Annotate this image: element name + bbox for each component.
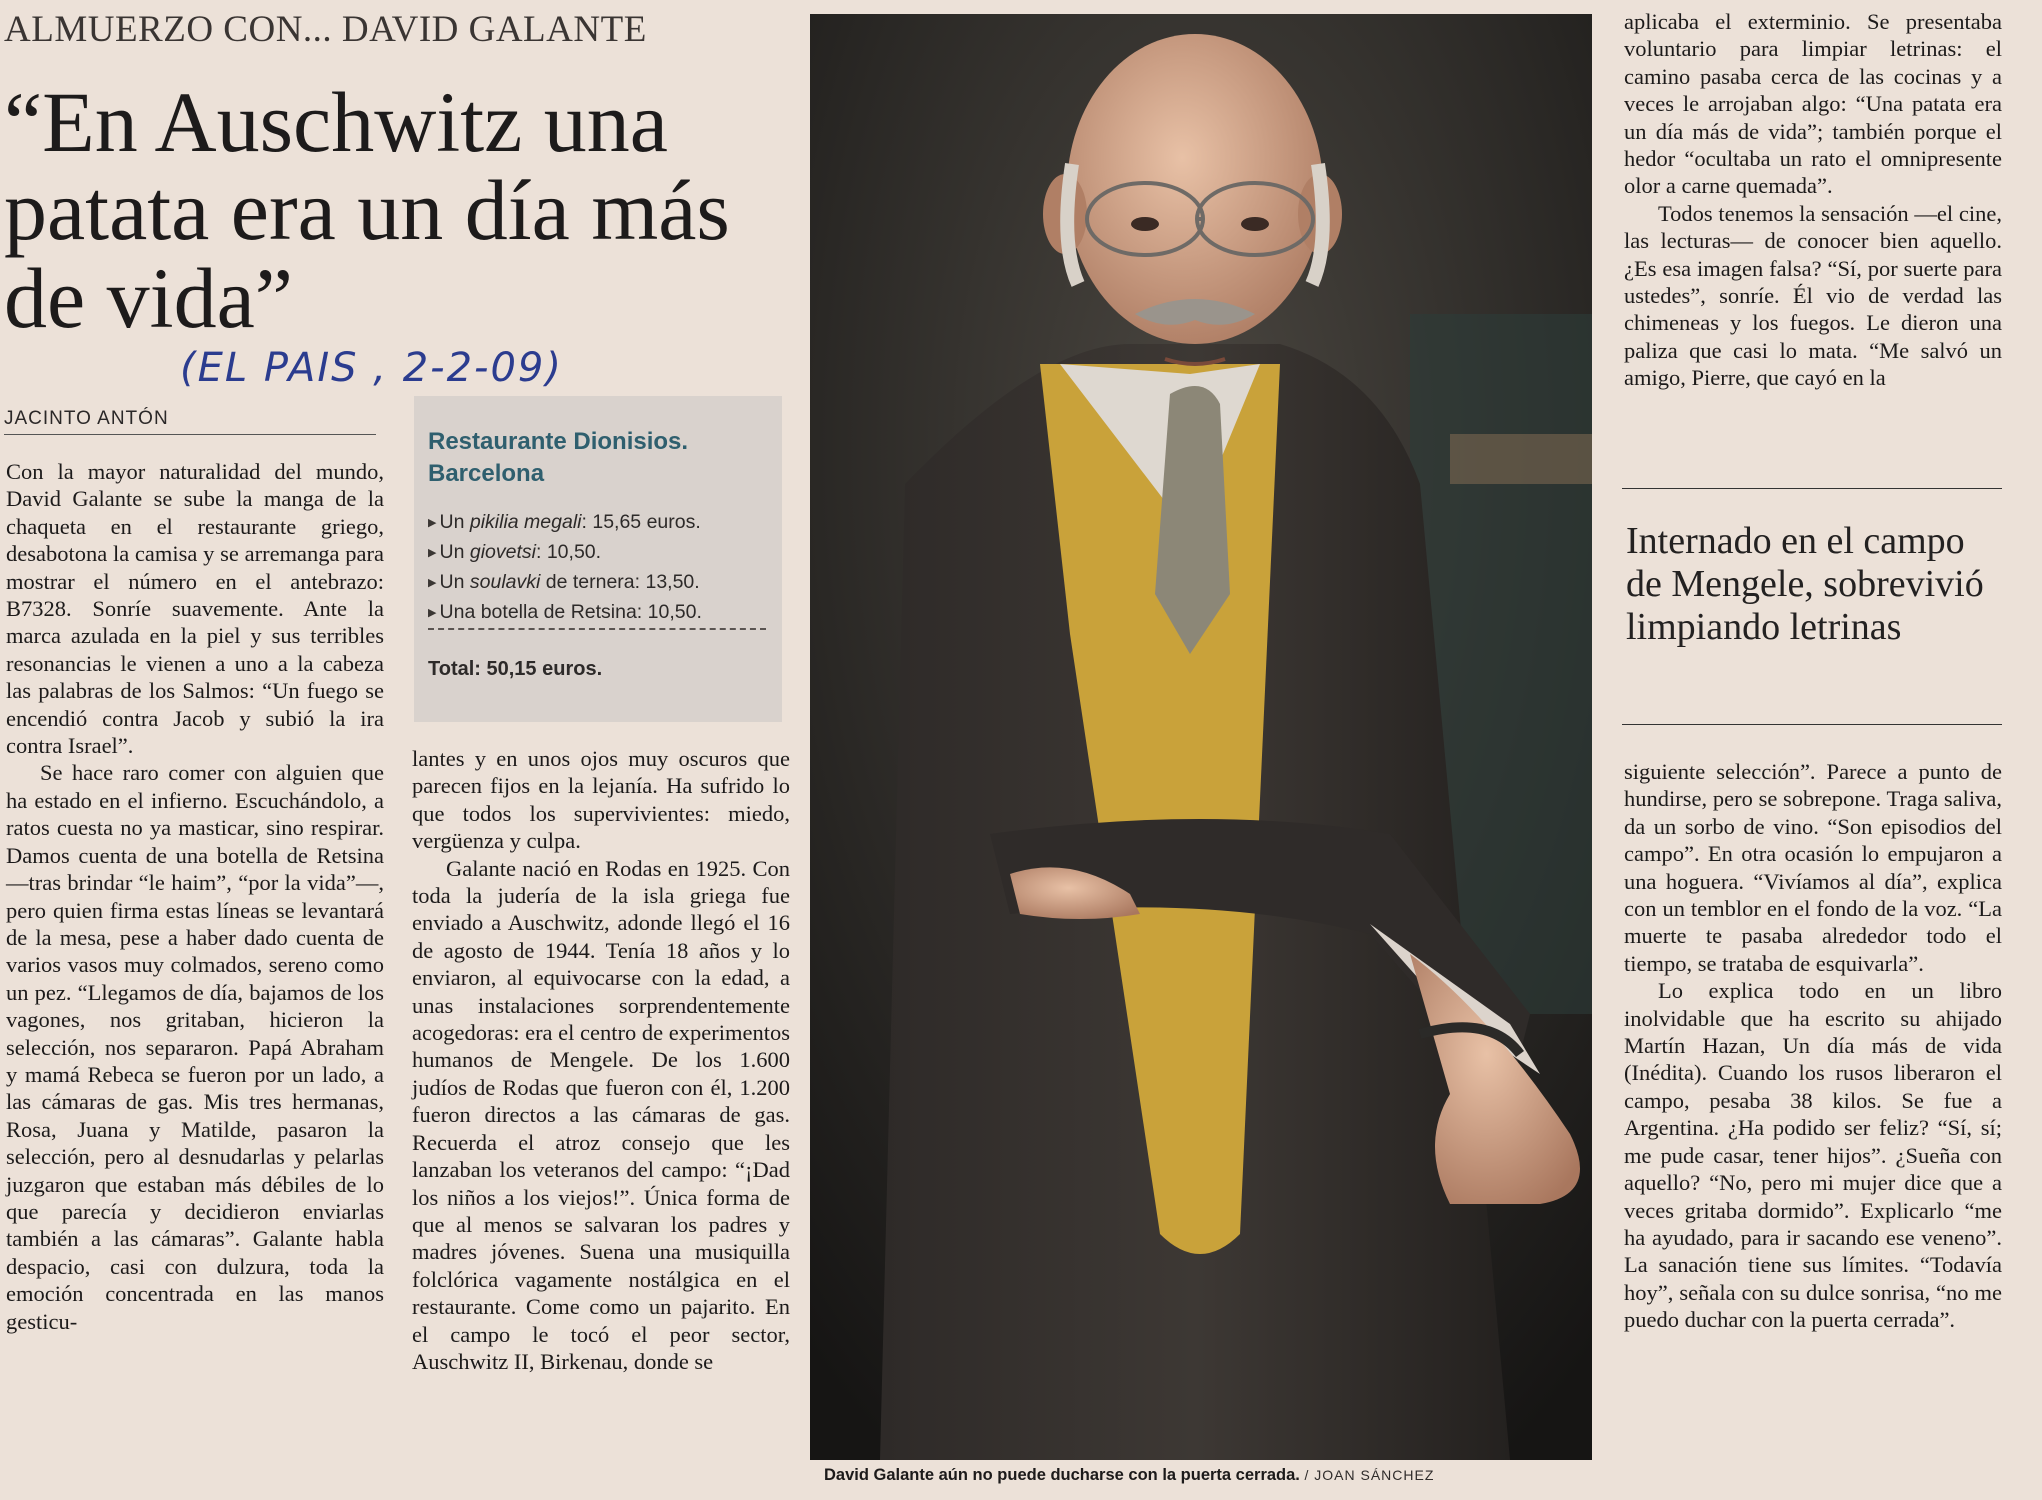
handwritten-note: (EL PAIS , 2-2-09)	[180, 345, 563, 391]
byline: JACINTO ANTÓN	[4, 408, 376, 435]
divider	[1622, 488, 2002, 489]
paragraph: aplicaba el exterminio. Se presentaba voluntario para limpiar letrinas: el camino pasaba cerca de las cocinas y a veces le arrojaban algo: “Una patata era un día más de vida”; también porque el hedor “ocultaba un rato el omnipresente olor a carne quemada”.	[1624, 9, 2002, 199]
divider	[1622, 724, 2002, 725]
headline: “En Auschwitz una patata era un día más de vida”	[4, 74, 730, 346]
paragraph: lantes y en unos ojos muy oscuros que parecen fijos en la lejanía. Ha sufrido lo que todos los supervivientes: miedo, vergüenza y culpa.	[412, 746, 790, 854]
paragraph: Todos tenemos la sensación —el cine, las lecturas— de conocer bien aquello. ¿Es esa imagen falsa? “Sí, por suerte para ustedes”, sonríe. Él vio de verdad las chimeneas y los fuegos. Le dieron una paliza que casi lo mata. “Me salvó un amigo, Pierre, que cayó en la	[1624, 200, 2002, 391]
menu-item: ▶ Una botella de Retsina: 10,50.	[428, 598, 778, 628]
dashed-divider	[428, 628, 766, 630]
article-column-3-bottom	[1624, 758, 2002, 1334]
caption-text: David Galante aún no puede ducharse con la puerta cerrada.	[824, 1466, 1300, 1484]
photo-caption	[824, 1466, 1604, 1485]
kicker-prefix: ALMUERZO CON...	[4, 9, 333, 50]
menu-item: ▶ Un soulavki de ternera: 13,50.	[428, 568, 778, 598]
restaurant-name: Restaurante Dionisios. Barcelona	[428, 428, 689, 487]
restaurant-infobox	[414, 396, 782, 722]
menu-item: ▶ Un giovetsi: 10,50.	[428, 538, 778, 568]
paragraph: Con la mayor naturalidad del mundo, David Galante se sube la manga de la chaqueta en el restaurante griego, desabotona la camisa y se arremanga para mostrar el número en el antebrazo: B7328. Sonríe suavemente. Ante la marca azulada en la piel y sus terribles resonancias le vienen a uno a la cabeza las palabras de los Salmos: “Un fuego se encendió contra Jacob y subió la ira contra Israel”.	[6, 459, 384, 759]
section-kicker	[4, 8, 647, 51]
paragraph: Lo explica todo en un libro inolvidable que ha escrito su ahijado Martín Hazan, Un día más de vida (Inédita). Cuando los rusos liberaron el campo, pesaba 38 kilos. Se fue a Argentina. ¿Ha podido ser feliz? “Sí, sí; me pude casar, tener hijos”. ¿Sueña con aquello? “No, pero mi mujer dice que a veces gritaba dormido”. Explicarlo “me ha ayudado, para ir sacando ese veneno”. La sanación tiene sus límites. “Todavía hoy”, señala con su dulce sonrisa, “no me puedo duchar con la puerta cerrada”.	[1624, 978, 2002, 1333]
portrait-illustration	[810, 14, 1592, 1460]
paragraph: siguiente selección”. Parece a punto de hundirse, pero se sobrepone. Traga saliva, da un sorbo de vino. “Son episodios del campo”. En otra ocasión lo empujaron a una hoguera. “Vivíamos al día”, explica con un temblor en el fondo de la voz. “La muerte te pasaba alrededor todo el tiempo, se trataba de esquivarla”.	[1624, 759, 2002, 976]
paragraph: Galante nació en Rodas en 1925. Con toda la judería de la isla griega fue enviado a Auschwitz, adonde llegó el 16 de agosto de 1944. Tenía 18 años y lo enviaron, al equivocarse con la edad, a unas instalaciones sorprendentemente acogedoras: era el centro de experimentos humanos de Mengele. De los 1.600 judíos de Rodas que fueron con él, 1.200 fueron directos a las cámaras de gas. Recuerda el atroz consejo que les lanzaban los veteranos del campo: “¡Dad los niños a los viejos!”. Única forma de que al menos se salvaran los padres y madres jóvenes. Suena una musiquilla folclórica vagamente nostálgica en el restaurante. Come como un pajarito. En el campo le tocó el peor sector, Auschwitz II, Birkenau, donde se	[412, 855, 790, 1374]
kicker-name: DAVID GALANTE	[341, 9, 647, 50]
article-column-2	[412, 745, 790, 1375]
menu-item: ▶ Un pikilia megali: 15,65 euros.	[428, 508, 778, 538]
pull-quote: Internado en el campo de Mengele, sobrevivió limpiando letrinas	[1626, 520, 1984, 648]
menu-list	[428, 508, 778, 628]
total-price: Total: 50,15 euros.	[428, 658, 603, 680]
photo-credit: / JOAN SÁNCHEZ	[1304, 1467, 1435, 1483]
article-column-3-top	[1624, 8, 2002, 392]
article-column-1	[6, 458, 384, 1335]
portrait-photo	[810, 14, 1592, 1460]
paragraph: Se hace raro comer con alguien que ha estado en el infierno. Escuchándolo, a ratos cuesta no ya masticar, sino respirar. Damos cuenta de una botella de Retsina —tras brindar “le haim”, “por la vida”—, pero quien firma estas líneas se levantará de la mesa, pese a haber dado cuenta de varios vasos muy colmados, sereno como un pez. “Llegamos de día, bajamos de los vagones, nos gritaban, hicieron la selección, nos separaron. Papá Abraham y mamá Rebeca se fueron por un lado, a las cámaras de gas. Mis tres hermanas, Rosa, Juana y Matilde, pasaron la selección, pero al desnudarlas y pelarlas juzgaron que estaban más débiles de lo que parecía y decidieron enviarlas también a las cámaras”. Galante habla despacio, casi con dulzura, toda la emoción concentrada en las manos gesticu-	[6, 760, 384, 1334]
